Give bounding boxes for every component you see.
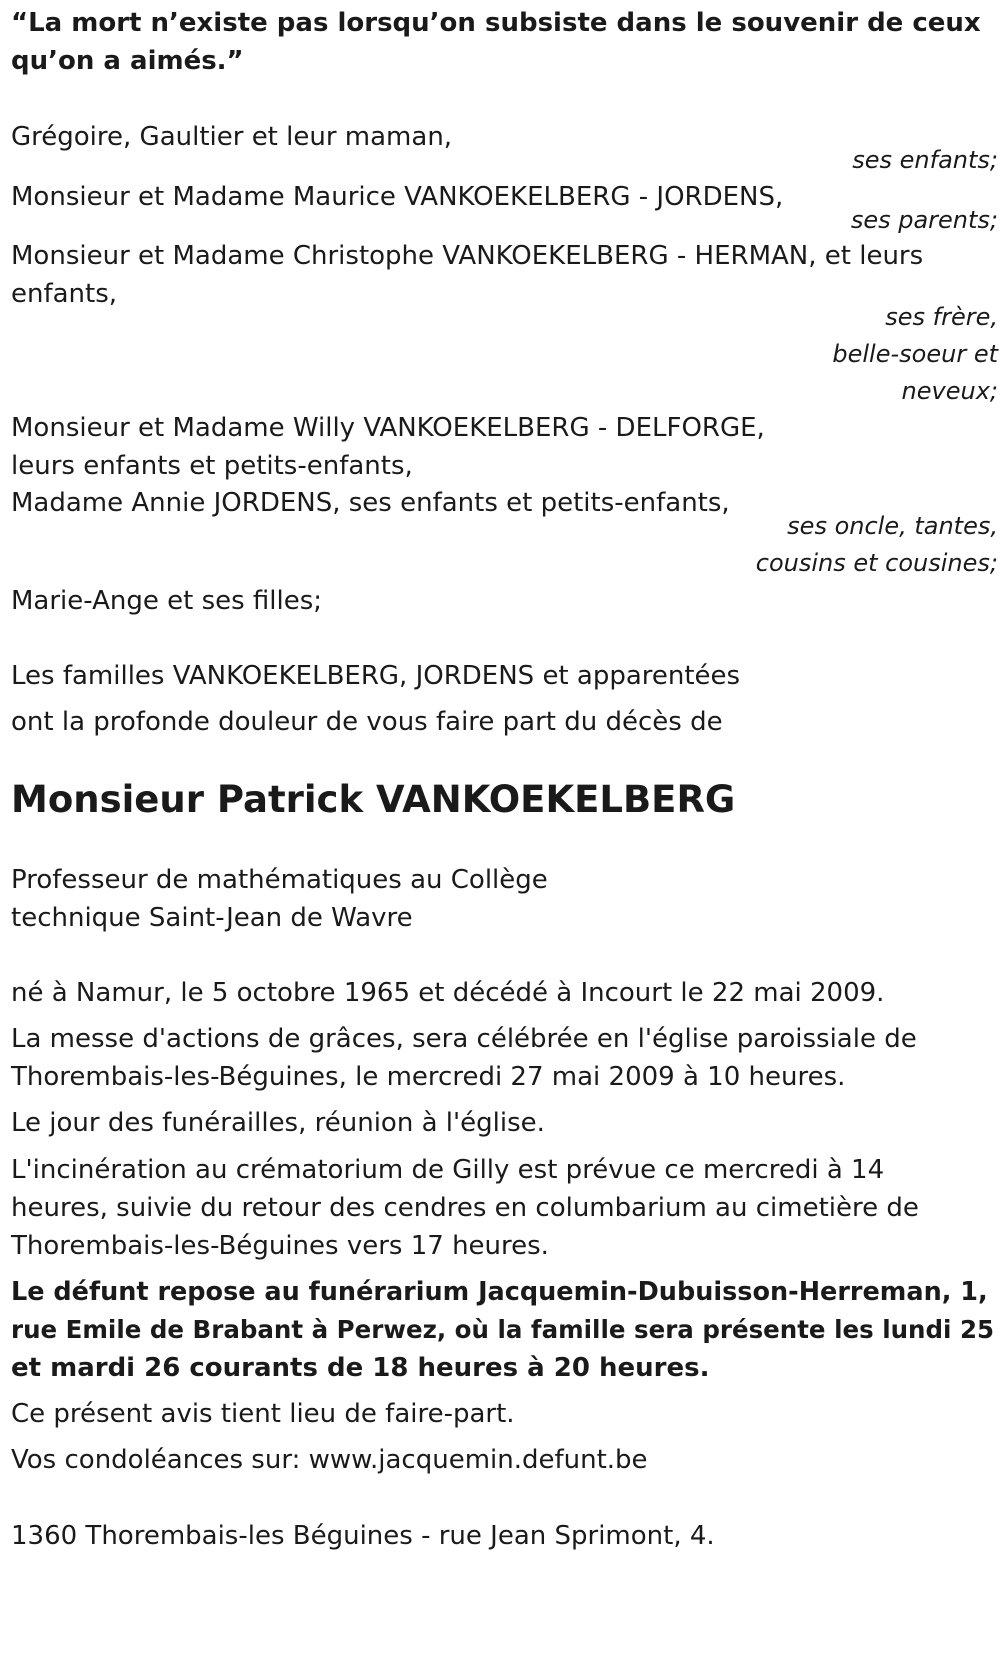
announcement-line-2: ont la profonde douleur de vous faire part du décès de: [11, 707, 723, 737]
birth-death: né à Namur, le 5 octobre 1965 et décédé à Incourt le 22 mai 2009.: [11, 978, 885, 1008]
family-line: Monsieur et Madame Christophe VANKOEKELBERG - HERMAN, et leurs: [11, 241, 924, 271]
family-line: Madame Annie JORDENS, ses enfants et petits-enfants,: [11, 488, 730, 518]
quote-line-1: “La mort n’existe pas lorsqu’on subsiste dans le souvenir de ceux: [11, 8, 981, 38]
notice: Ce présent avis tient lieu de faire-part.: [11, 1399, 515, 1429]
family-relation: cousins et cousines;: [755, 549, 998, 577]
mass-line-2: Thorembais-les-Béguines, le mercredi 27 mai 2009 à 10 heures.: [11, 1062, 846, 1092]
rest-line-2: rue Emile de Brabant à Perwez, où la famille sera présente les lundi 25: [11, 1315, 995, 1344]
family-line: Marie-Ange et ses filles;: [11, 586, 323, 616]
announcement-line-1: Les familles VANKOEKELBERG, JORDENS et apparentées: [11, 661, 741, 691]
mass-line-1: La messe d'actions de grâces, sera célébrée en l'église paroissiale de: [11, 1024, 917, 1054]
funeral-day: Le jour des funérailles, réunion à l'église.: [11, 1108, 545, 1138]
family-line: enfants,: [11, 279, 118, 309]
family-relation: belle-soeur et: [832, 340, 998, 368]
family-relation: ses parents;: [850, 206, 998, 234]
profession-line-1: Professeur de mathématiques au Collège: [11, 865, 548, 895]
cremation-line-2: heures, suivie du retour des cendres en columbarium au cimetière de: [11, 1193, 919, 1223]
rest-line-1: Le défunt repose au funérarium Jacquemin-Dubuisson-Herreman, 1,: [11, 1277, 988, 1307]
condolences: Vos condoléances sur: www.jacquemin.defunt.be: [11, 1445, 648, 1475]
profession-line-2: technique Saint-Jean de Wavre: [11, 903, 413, 933]
family-relation: ses oncle, tantes,: [787, 512, 998, 540]
cremation-line-3: Thorembais-les-Béguines vers 17 heures.: [11, 1231, 549, 1261]
family-line: Monsieur et Madame Willy VANKOEKELBERG - DELFORGE,: [11, 413, 765, 443]
family-relation: ses enfants;: [852, 146, 998, 174]
family-line: Monsieur et Madame Maurice VANKOEKELBERG - JORDENS,: [11, 182, 784, 212]
rest-line-3: et mardi 26 courants de 18 heures à 20 heures.: [11, 1353, 710, 1383]
family-relation: ses frère,: [885, 303, 998, 331]
quote-line-2: qu’on a aimés.”: [11, 46, 244, 76]
family-line: leurs enfants et petits-enfants,: [11, 451, 413, 481]
family-line: Grégoire, Gaultier et leur maman,: [11, 122, 453, 152]
cremation-line-1: L'incinération au crématorium de Gilly est prévue ce mercredi à 14: [11, 1155, 885, 1185]
family-relation: neveux;: [901, 377, 998, 405]
deceased-name: Monsieur Patrick VANKOEKELBERG: [11, 778, 736, 821]
address: 1360 Thorembais-les Béguines - rue Jean Sprimont, 4.: [11, 1521, 715, 1551]
